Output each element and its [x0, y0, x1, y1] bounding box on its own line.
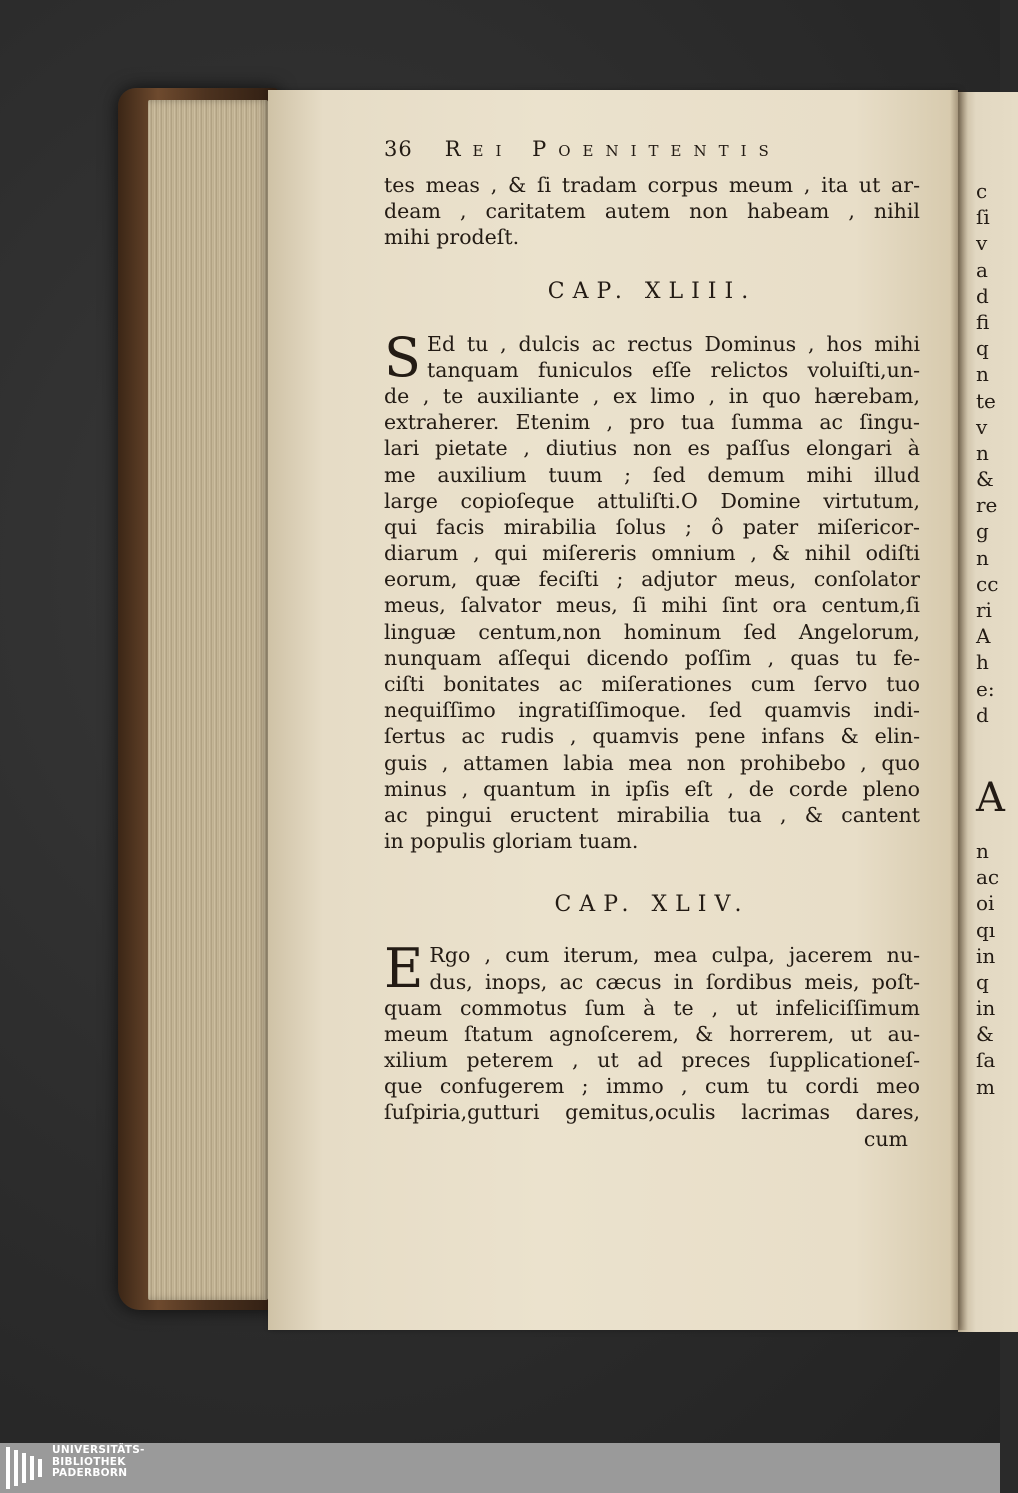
fragment: ſi [976, 205, 990, 230]
text-line: Rgo , cum iterum, mea culpa, jacerem nu- [429, 943, 920, 968]
drop-cap: S [384, 325, 421, 389]
fragment: h [976, 650, 989, 675]
library-name-line: PADERBORN [52, 1467, 128, 1479]
fragment: n [976, 838, 989, 863]
fragment: in [976, 943, 996, 968]
fragment-initial: A [976, 774, 1005, 821]
fragment: oi [976, 891, 995, 916]
running-head [384, 136, 920, 162]
chapter-heading: CAP. XLIV. [554, 892, 750, 918]
text-line: extraherer. Etenim , pro tua ſumma ac ſingu- [384, 410, 920, 435]
library-logo-icon [6, 1447, 46, 1489]
fragment: fi [976, 309, 990, 334]
right-page-fragments [976, 178, 1006, 1100]
fragment: n [976, 362, 989, 387]
text-line: meum ſtatum agnoſcerem, & horrerem, ut au- [384, 1021, 920, 1046]
fragment: v [976, 231, 988, 256]
fragment: cc [976, 571, 999, 596]
running-title: Rei Poenitentis [444, 137, 781, 161]
page-edges [148, 100, 268, 1300]
text-line: qui facis mirabilia ſolus ; ô pater miſericor- [384, 514, 920, 539]
fragment: g [976, 519, 989, 544]
text-line: de , te auxiliante , ex limo , in quo hærebam, [384, 383, 920, 408]
drop-cap: E [384, 937, 424, 1001]
text-line: ciſti bonitates ac miſerationes cum ſervo tuo [384, 672, 920, 696]
chapter-44-paragraph [384, 937, 920, 1151]
catchword: cum [863, 1126, 908, 1151]
fragment: n [976, 545, 989, 570]
fragment: in [976, 996, 996, 1021]
fragment: ſa [976, 1048, 996, 1073]
page-number: 36 [384, 137, 413, 161]
fragment: ac [976, 865, 1000, 890]
text-line: in populis gloriam tuam. [384, 829, 639, 854]
chapter-heading: CAP. XLIII. [547, 278, 757, 304]
fragment: v [976, 414, 988, 439]
text-line: minus , quantum in ipſis eſt , de corde pleno [384, 776, 920, 801]
text-line: me auxilium tuum ; ſed demum mihi illud [384, 462, 920, 487]
text-line: nunquam aſſequi dicendo poſſim , quas tu fe- [384, 645, 920, 670]
fragment: n [976, 440, 989, 465]
fragment: qı [976, 917, 996, 942]
library-footer [0, 1443, 1000, 1493]
fragment: q [976, 969, 989, 994]
fragment: a [976, 257, 988, 282]
fragment: m [976, 1074, 995, 1099]
text-line: dus, inops, ac cæcus in ſordibus meis, poſt- [429, 969, 920, 994]
text-line: lari pietate , diutius non es paſſus elongari à [384, 436, 920, 461]
text-line: linguæ centum,non hominum ſed Angelorum, [384, 619, 920, 644]
text-line: meus, ſalvator meus, ſi mihi ſint ora centum,ſi [384, 593, 920, 618]
fragment: & [976, 467, 994, 492]
fragment: te [976, 388, 996, 413]
fragment: re [976, 493, 998, 518]
fragment: ri [976, 598, 992, 622]
fragment: d [976, 283, 989, 308]
text-line: large copioſeque attuliſti.O Domine virtutum, [384, 488, 920, 513]
text-line: tanquam funiculos eſſe relictos voluiſti,un- [427, 357, 920, 382]
fragment: c [976, 179, 988, 203]
fragment: q [976, 336, 989, 361]
text-line: que confugerem ; immo , cum tu cordi meo [384, 1074, 920, 1099]
text-line: nequiſſimo ingratiſſimoque. ſed quamvis indi- [384, 698, 920, 723]
library-name-line: UNIVERSITÄTS- [52, 1444, 145, 1456]
text-line: ſertus ac rudis , quamvis pene infans & elin- [384, 724, 920, 749]
fragment: e: [976, 676, 995, 701]
text-line: deam , caritatem autem non habeam , nihil [384, 199, 920, 224]
page-text [384, 136, 920, 1152]
text-line: ac pingui eructent mirabilia tua , & cantent [384, 802, 920, 827]
text-line: tes meas , & ſi tradam corpus meum , ita ut ar- [384, 173, 920, 197]
text-line: Ed tu , dulcis ac rectus Dominus , hos mihi [427, 331, 920, 356]
fragment: d [976, 702, 989, 727]
text-line: mihi prodeſt. [384, 225, 520, 250]
text-line: quam commotus ſum à te , ut infeliciſſimum [384, 995, 920, 1020]
text-line: ſuſpiria,gutturi gemitus,oculis lacrimas dares, [384, 1100, 920, 1125]
intro-paragraph [384, 172, 920, 251]
text-line: eorum, quæ feciſti ; adjutor meus, conſolator [384, 567, 920, 592]
fragment: A [976, 624, 991, 649]
library-name [52, 1445, 145, 1480]
fragment: & [976, 1022, 994, 1047]
text-line: diarum , qui miſereris omnium , & nihil odiſti [384, 541, 920, 566]
text-line: guis , attamen labia mea non prohibebo , quo [384, 750, 920, 775]
gutter-shadow [950, 90, 968, 1330]
library-name-line: BIBLIOTHEK [52, 1455, 126, 1468]
chapter-43-paragraph [384, 325, 920, 855]
text-line: xilium peterem , ut ad preces ſupplicationeſ- [384, 1048, 920, 1073]
